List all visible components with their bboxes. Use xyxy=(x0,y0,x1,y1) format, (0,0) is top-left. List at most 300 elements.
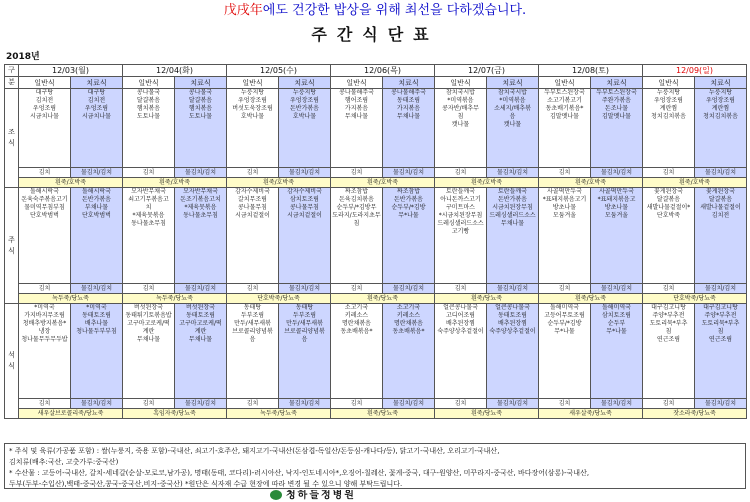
menu-item: 고구마고로케/떡 xyxy=(127,320,170,327)
chiryo-header: 치료식 xyxy=(695,77,747,89)
kimchi-cell: 물김치/김치 xyxy=(383,399,435,409)
menu-item: 캣나물 xyxy=(451,121,470,128)
menu-item: 청치김치볶음 xyxy=(703,113,738,120)
menu-item: 침 xyxy=(717,328,724,335)
menu-item: *미역볶음 xyxy=(447,97,474,104)
banner xyxy=(0,0,750,22)
kimchi-cell: 김치 xyxy=(227,399,279,409)
menu-item: *표돼지볶음고기 xyxy=(542,196,587,203)
menu-item: 동나물초무침 xyxy=(131,220,166,227)
year-label: 2018년 xyxy=(6,52,40,62)
menu-item: 동초배기볶음* xyxy=(545,105,584,112)
menu-item: 가지볶음 xyxy=(396,105,421,112)
menu-item: 소고기국 xyxy=(344,304,369,311)
notes-box xyxy=(4,443,746,489)
meal-label xyxy=(5,304,19,419)
menu-item: 배추된장찜 xyxy=(498,320,527,327)
menu-item: 꽃게된장국 xyxy=(654,188,683,195)
menu-item: 키레소스 xyxy=(344,312,369,319)
hospital-logo xyxy=(270,490,470,502)
porridge-cell: 흰죽/호박죽 xyxy=(643,178,747,188)
menu-item: 소세지/배추볶 xyxy=(494,105,531,112)
meal-label-char: 주 xyxy=(8,235,15,244)
menu-item: 청치김치볶음 xyxy=(651,113,686,120)
menu-item: 도라지/도라지초무 xyxy=(332,212,381,219)
menu-item: 동태탕 xyxy=(295,304,314,311)
menu-item: 소고기국 xyxy=(396,304,421,311)
chiryo-menu-cell xyxy=(279,188,331,284)
chiryo-header: 치료식 xyxy=(279,77,331,89)
menu-item: 콩나물무침 xyxy=(238,204,267,211)
ilban-menu-cell xyxy=(435,188,487,284)
banner-text: 에도 건강한 밥상을 위해 최선을 다하겠습니다. xyxy=(262,3,527,18)
menu-item: 새발나물겉절이 xyxy=(700,204,741,211)
menu-item: 버섯된장국 xyxy=(186,304,215,311)
kimchi-cell: 물김치/김치 xyxy=(591,399,643,409)
kimchi-cell: 김치 xyxy=(331,168,383,178)
menu-item: 방초나물 xyxy=(552,204,577,211)
chiryo-menu-cell xyxy=(487,188,539,284)
menu-item: 모둠겨울 xyxy=(552,212,577,219)
menu-item: 우엉조림 xyxy=(32,105,57,112)
menu-item: 삼치토조림 xyxy=(602,312,631,319)
menu-item: *제육뭇볶음 xyxy=(184,204,217,211)
menu-item: *미역국 xyxy=(86,304,107,311)
kimchi-cell: 물김치/김치 xyxy=(695,284,747,294)
kimchi-cell: 물김치/김치 xyxy=(487,284,539,294)
menu-item: 토란들깨국 xyxy=(498,188,527,195)
menu-item: 음 xyxy=(509,113,516,120)
menu-item: 모둠겨울 xyxy=(604,212,629,219)
menu-item: 짜조참밥 xyxy=(344,188,369,195)
menu-item: 배추나물 xyxy=(84,320,109,327)
kimchi-cell: 물김치/김치 xyxy=(695,168,747,178)
kimchi-cell: 물김치/김치 xyxy=(175,399,227,409)
porridge-cell: 흰죽/당뇨죽 xyxy=(331,409,435,419)
menu-item: 돈반가볶음 xyxy=(498,196,527,203)
menu-item: 달걀볶음 xyxy=(188,97,213,104)
porridge-cell: 잣소라죽/당뇨죽 xyxy=(643,409,747,419)
menu-item: 콩자반/배추무 xyxy=(442,105,479,112)
menu-item: 돌해시락국 xyxy=(82,188,111,195)
menu-item: 만두/새무새볶 xyxy=(286,320,323,327)
kimchi-cell: 김치 xyxy=(227,284,279,294)
ilban-menu-cell xyxy=(123,89,175,168)
menu-item: 햄어조림 xyxy=(344,97,369,104)
chiryo-header: 치료식 xyxy=(487,77,539,89)
menu-item: 얼큰콩나물국 xyxy=(443,304,478,311)
menu-item: 달걀볶음 xyxy=(136,97,161,104)
meal-label xyxy=(5,188,19,304)
menu-item: 순두부/*김방무 xyxy=(336,204,377,211)
menu-item: 콩나물무침 xyxy=(290,204,319,211)
menu-item: 김치전 xyxy=(711,212,730,219)
ilban-header: 일반식 xyxy=(19,77,71,89)
menu-item: 동태토조림 xyxy=(186,312,215,319)
menu-item: 가지바지무조림 xyxy=(24,312,65,319)
meal-label-char: 식 xyxy=(8,139,15,147)
kimchi-cell: 김치 xyxy=(331,399,383,409)
menu-item: 갈치무조림 xyxy=(238,196,267,203)
ilban-menu-cell xyxy=(19,89,71,168)
ilban-menu-cell xyxy=(539,304,591,399)
menu-item: *시금치된장무침 xyxy=(438,212,483,219)
menu-item: 동태토조림 xyxy=(82,312,111,319)
menu-item: 가지볶음 xyxy=(344,105,369,112)
menu-item: 계란찜 xyxy=(659,105,678,112)
kimchi-cell: 물김치/김치 xyxy=(175,168,227,178)
ilban-menu-cell xyxy=(331,304,383,399)
menu-item: 청배추방지볶음* xyxy=(22,320,67,327)
menu-item: 주양*부추전 xyxy=(704,312,737,319)
menu-item: 누룽지탕 xyxy=(240,89,265,96)
kimchi-cell: 김치 xyxy=(123,399,175,409)
menu-item: 음 xyxy=(301,336,308,343)
day-date: 12/05(수) xyxy=(227,65,331,77)
menu-table xyxy=(4,64,747,419)
ilban-menu-cell xyxy=(331,188,383,284)
ilban-header: 일반식 xyxy=(331,77,383,89)
note-line: * 수산물 : 고등어-국내산, 갈치-세네갈(순살-모로코,남가공), 명태(동태, 코다리)-러시아산, 낙지-인도네시아*,오징어-칠레산, 꽃게-중국, 대구-원양산, 미꾸라지-중국산, 바다장어(삼롱)-국내산, xyxy=(9,469,590,477)
menu-item: 소고기볶고기 xyxy=(547,97,582,104)
kimchi-cell: 김치 xyxy=(539,399,591,409)
kimchi-cell: 물김치/김치 xyxy=(487,168,539,178)
menu-item: 누룽지탕 xyxy=(292,89,317,96)
porridge-cell: 흰죽/호박죽 xyxy=(227,178,331,188)
porridge-cell: 흰죽/당뇨죽 xyxy=(331,294,435,304)
menu-item: *표돼지볶음고 xyxy=(597,196,636,203)
meal-label-char: 식 xyxy=(8,246,15,255)
menu-item: 돌해미역국 xyxy=(602,304,631,311)
ilban-menu-cell xyxy=(227,188,279,284)
menu-item: 계란 xyxy=(194,328,207,335)
menu-item: 순두부/*김방 xyxy=(547,320,582,327)
menu-item: 새발나물겉절이* xyxy=(646,204,691,211)
chiryo-menu-cell xyxy=(175,304,227,399)
ilban-menu-cell xyxy=(123,304,175,399)
menu-item: 시금치겉절이 xyxy=(287,212,322,219)
menu-item: 우엉장조림 xyxy=(654,97,683,104)
menu-item: 침 xyxy=(665,328,672,335)
note-line: 두부(두부-수입산),백태-중국산,콩국-중국산,비지-중국산) *원단은 식자재 수급 현장에 따라 변경 될 수 있으니 양해 부탁드립니다. xyxy=(9,480,403,488)
chiryo-menu-cell xyxy=(279,304,331,399)
chiryo-menu-cell xyxy=(175,188,227,284)
menu-item: 누룽지탕 xyxy=(656,89,681,96)
menu-item: 동태조림 xyxy=(396,97,421,104)
menu-item: 콩나물국 xyxy=(188,89,213,96)
menu-item: 배추된장찜 xyxy=(446,320,475,327)
meal-label-char: 석 xyxy=(8,351,15,359)
menu-item: *제육뭇볶음 xyxy=(132,212,165,219)
chiryo-menu-cell xyxy=(383,304,435,399)
porridge-cell: 흰죽/호박죽 xyxy=(19,178,123,188)
logo-mark-icon xyxy=(270,490,282,500)
day-date: 12/06(목) xyxy=(331,65,435,77)
porridge-cell: 녹두죽/당뇨죽 xyxy=(19,294,123,304)
porridge-cell: 흰죽/호박죽 xyxy=(435,178,539,188)
menu-item: 도토나물 xyxy=(188,113,213,120)
day-date: 12/08(토) xyxy=(539,65,643,77)
ilban-header: 일반식 xyxy=(227,77,279,89)
menu-item: 두부토스된장국 xyxy=(596,89,637,96)
menu-item: 대구탕 xyxy=(87,89,106,96)
menu-item: 침 xyxy=(457,113,464,120)
porridge-cell: 흰죽/호박죽 xyxy=(331,178,435,188)
chiryo-header: 치료식 xyxy=(175,77,227,89)
ilban-header: 일반식 xyxy=(435,77,487,89)
menu-item: 동나물초무침 xyxy=(183,212,218,219)
menu-item: 침 xyxy=(353,220,360,227)
chiryo-header: 치료식 xyxy=(383,77,435,89)
menu-item: 주양*부추전 xyxy=(652,312,685,319)
note-line: 김치류(배추:국산, 고춧가루:중국산) xyxy=(9,458,119,466)
menu-item: 버섯된장국 xyxy=(134,304,163,311)
menu-item: 호박나물 xyxy=(240,113,265,120)
chiryo-menu-cell xyxy=(71,89,123,168)
chiryo-menu-cell xyxy=(175,89,227,168)
menu-item: 두부조림 xyxy=(240,312,265,319)
menu-item: 주완가볶음 xyxy=(602,97,631,104)
menu-item: 시금치나물 xyxy=(30,113,59,120)
menu-item: 방초나물 xyxy=(604,204,629,211)
menu-item: 드레싱샐러드소스 xyxy=(489,212,536,219)
ilban-menu-cell xyxy=(19,304,71,399)
menu-item: 김말멧나물 xyxy=(550,113,579,120)
ilban-header: 일반식 xyxy=(539,77,591,89)
menu-item: 사골떡만두국 xyxy=(547,188,582,195)
menu-item: 돌해시락국 xyxy=(30,188,59,195)
kimchi-cell: 물김치/김치 xyxy=(279,168,331,178)
menu-item: *미역볶음 xyxy=(499,97,526,104)
menu-item: 계란 xyxy=(142,328,155,335)
logo-text: 청하들정병원 xyxy=(286,490,356,501)
menu-item: 숙주양상추겉절이 xyxy=(489,328,536,335)
menu-item: 동초배볶음* xyxy=(340,328,373,335)
menu-item: 동태튀기토볶음밥 xyxy=(125,312,172,319)
menu-item: 콩나물해주국 xyxy=(339,89,374,96)
menu-item: 연근조림 xyxy=(656,336,681,343)
menu-item: 햄치볶음 xyxy=(136,105,161,112)
menu-item: 캣나물 xyxy=(503,121,522,128)
menu-item: 우엉조림 xyxy=(84,105,109,112)
kimchi-cell: 물김치/김치 xyxy=(71,168,123,178)
note-line: * 주식 및 육류(가공품 포함) : 쌀(누룽지, 죽용 포함)-국내산, 쇠고기-호주산, 돼지고기-국내산(돈삼겹-독일산/돈등심-캐나다/등), 닭고기-국내산, 오리고기-국내산, xyxy=(9,447,500,455)
menu-item: 달걀볶음 xyxy=(708,196,733,203)
kimchi-cell: 물김치/김치 xyxy=(71,284,123,294)
kimchi-cell: 김치 xyxy=(123,284,175,294)
menu-item: 무채나물 xyxy=(344,113,369,120)
kimchi-cell: 물김치/김치 xyxy=(695,399,747,409)
chiryo-menu-cell xyxy=(71,188,123,284)
meal-label-char: 식 xyxy=(8,362,15,370)
kimchi-cell: 물김치/김치 xyxy=(487,399,539,409)
menu-item: 브로콜리양념볶 xyxy=(284,328,325,335)
kimchi-cell: 김치 xyxy=(331,284,383,294)
menu-item: 콩나물해주국 xyxy=(391,89,426,96)
menu-item: 무*나물 xyxy=(554,328,575,335)
kimchi-cell: 김치 xyxy=(643,284,695,294)
menu-item: 감자수제비국 xyxy=(287,188,322,195)
menu-item: 동초배볶음* xyxy=(392,328,425,335)
menu-item: 모자반무채국 xyxy=(183,188,218,195)
menu-item: 콩나물국 xyxy=(136,89,161,96)
porridge-cell: 새우살브로콜리죽/당뇨죽 xyxy=(19,409,123,419)
menu-item: 명란채볶음 xyxy=(342,320,371,327)
menu-item: 대구김고니탕 xyxy=(703,304,738,311)
menu-item: 돈육숙주볶음고기 xyxy=(21,196,68,203)
menu-item: *미역국 xyxy=(34,304,55,311)
menu-item: 김치전 xyxy=(35,97,54,104)
menu-item: 단호박죽 xyxy=(656,212,681,219)
menu-item: 계란찜 xyxy=(711,105,730,112)
chiryo-menu-cell xyxy=(695,304,747,399)
menu-item: 버섯도욱장조림 xyxy=(232,105,273,112)
kimchi-cell: 김치 xyxy=(227,168,279,178)
porridge-cell: 흰죽/호박죽 xyxy=(539,178,643,188)
kimchi-cell: 김치 xyxy=(19,284,71,294)
row-header-gu: 구 xyxy=(5,65,19,77)
chiryo-menu-cell xyxy=(591,304,643,399)
ilban-menu-cell xyxy=(539,89,591,168)
menu-item: 대구탕 xyxy=(35,89,54,96)
menu-item: 호박나물 xyxy=(292,113,317,120)
day-date: 12/09(일) xyxy=(643,65,747,77)
menu-item: 무채나물 xyxy=(396,113,421,120)
chiryo-menu-cell xyxy=(487,89,539,168)
menu-item: 우엉장조림 xyxy=(238,97,267,104)
menu-item: 시금치나물 xyxy=(82,113,111,120)
menu-item: 음 xyxy=(249,336,256,343)
menu-item: 돈육김치볶음 xyxy=(339,196,374,203)
kimchi-cell: 물김치/김치 xyxy=(279,399,331,409)
ilban-menu-cell xyxy=(643,89,695,168)
menu-item: 아니돈까스고기 xyxy=(440,196,481,203)
menu-item: 짜조참밥 xyxy=(396,188,421,195)
chiryo-menu-cell xyxy=(695,188,747,284)
menu-item: 동태토조림 xyxy=(498,312,527,319)
menu-item: 모자반무채국 xyxy=(131,188,166,195)
day-date: 12/03(월) xyxy=(19,65,123,77)
ilban-menu-cell xyxy=(19,188,71,284)
menu-item: 우엉장조림 xyxy=(706,97,735,104)
menu-item: 단호박범벅 xyxy=(82,212,111,219)
menu-item: 구미트마스 xyxy=(446,204,475,211)
ilban-menu-cell xyxy=(539,188,591,284)
porridge-cell: 녹두죽/당뇨죽 xyxy=(123,294,227,304)
menu-item: 무*나물 xyxy=(398,212,419,219)
menu-item: 돈반가볶음 xyxy=(394,196,423,203)
menu-item: 무채나물 xyxy=(136,336,161,343)
menu-item: 물미역무침부침 xyxy=(24,204,65,211)
meal-label-char: 조 xyxy=(8,128,15,136)
menu-item: 돈조나물 xyxy=(604,105,629,112)
menu-item: 브로콜리양념볶 xyxy=(232,328,273,335)
menu-item: 삼치토조림 xyxy=(290,196,319,203)
menu-item: 만두/새무새볶 xyxy=(234,320,271,327)
menu-item: 순두부 xyxy=(607,320,626,327)
menu-item: 달걀볶음 xyxy=(656,196,681,203)
menu-item: 꽃게된장국 xyxy=(706,188,735,195)
menu-item: 쇠고기무볶음고 xyxy=(128,196,169,203)
porridge-cell: 흰죽/당뇨죽 xyxy=(539,294,643,304)
menu-item: 토란들깨국 xyxy=(446,188,475,195)
kimchi-cell: 김치 xyxy=(19,168,71,178)
chiryo-menu-cell xyxy=(383,89,435,168)
row-header-bun: 분 xyxy=(5,77,19,89)
menu-item: 돌해미역국 xyxy=(550,304,579,311)
kimchi-cell: 물김치/김치 xyxy=(71,399,123,409)
porridge-cell: 흰죽/당뇨죽 xyxy=(435,294,539,304)
ilban-menu-cell xyxy=(123,188,175,284)
chiryo-menu-cell xyxy=(71,304,123,399)
porridge-cell: 새우살죽/당뇨죽 xyxy=(539,409,643,419)
ilban-menu-cell xyxy=(227,304,279,399)
porridge-cell: 단호박죽/당뇨죽 xyxy=(643,294,747,304)
kimchi-cell: 김치 xyxy=(539,284,591,294)
menu-item: 고디어조림 xyxy=(446,312,475,319)
ilban-menu-cell xyxy=(227,89,279,168)
menu-item: 돈반가볶음 xyxy=(82,196,111,203)
menu-item: 냉장 xyxy=(38,328,51,335)
kimchi-cell: 김치 xyxy=(123,168,175,178)
banner-year: 戊戌年 xyxy=(223,3,263,18)
menu-item: 청나물무두무두밥 xyxy=(21,336,68,343)
meal-label xyxy=(5,89,19,188)
kimchi-cell: 물김치/김치 xyxy=(383,168,435,178)
menu-item: 참치국시밥 xyxy=(498,89,527,96)
kimchi-cell: 김치 xyxy=(435,284,487,294)
menu-item: 도토리묵*부추 xyxy=(649,320,688,327)
menu-item: 감자수제비국 xyxy=(235,188,270,195)
kimchi-cell: 김치 xyxy=(19,399,71,409)
menu-item: 김말멧나물 xyxy=(602,113,631,120)
menu-item: 단호박범벅 xyxy=(30,212,59,219)
ilban-menu-cell xyxy=(643,188,695,284)
menu-item: 고기빵 xyxy=(451,228,470,235)
menu-item: 고등어무토조림 xyxy=(544,312,585,319)
page-title: 주간식단표 xyxy=(311,25,439,44)
menu-item: 무채나물 xyxy=(500,220,525,227)
menu-item: 돈조기볶음고치 xyxy=(180,196,221,203)
kimchi-cell: 김치 xyxy=(435,168,487,178)
menu-item: 무*나물 xyxy=(606,328,627,335)
menu-item: 숙주양상추겉절이 xyxy=(437,328,484,335)
menu-item: 대구김고니탕 xyxy=(651,304,686,311)
menu-item: 시금치겉절이 xyxy=(235,212,270,219)
chiryo-menu-cell xyxy=(591,89,643,168)
menu-item: 도토리묵*부추 xyxy=(701,320,740,327)
chiryo-header: 치료식 xyxy=(591,77,643,89)
kimchi-cell: 물김치/김치 xyxy=(591,284,643,294)
menu-item: 돈반가볶음 xyxy=(290,105,319,112)
kimchi-cell: 물김치/김치 xyxy=(591,168,643,178)
menu-item: 고구마고로케/떡 xyxy=(179,320,222,327)
porridge-cell: 흰죽/호박죽 xyxy=(123,178,227,188)
porridge-cell: 흰죽/당뇨죽 xyxy=(435,409,539,419)
menu-item: 김치전 xyxy=(87,97,106,104)
kimchi-cell: 물김치/김치 xyxy=(279,284,331,294)
chiryo-menu-cell xyxy=(591,188,643,284)
ilban-menu-cell xyxy=(643,304,695,399)
kimchi-cell: 물김치/김치 xyxy=(175,284,227,294)
menu-item: 키레소스 xyxy=(396,312,421,319)
menu-item: 햄치볶음 xyxy=(188,105,213,112)
menu-item: 우엉장조림 xyxy=(290,97,319,104)
ilban-menu-cell xyxy=(331,89,383,168)
menu-item: 참치국시밥 xyxy=(446,89,475,96)
kimchi-cell: 김치 xyxy=(539,168,591,178)
kimchi-cell: 김치 xyxy=(643,399,695,409)
